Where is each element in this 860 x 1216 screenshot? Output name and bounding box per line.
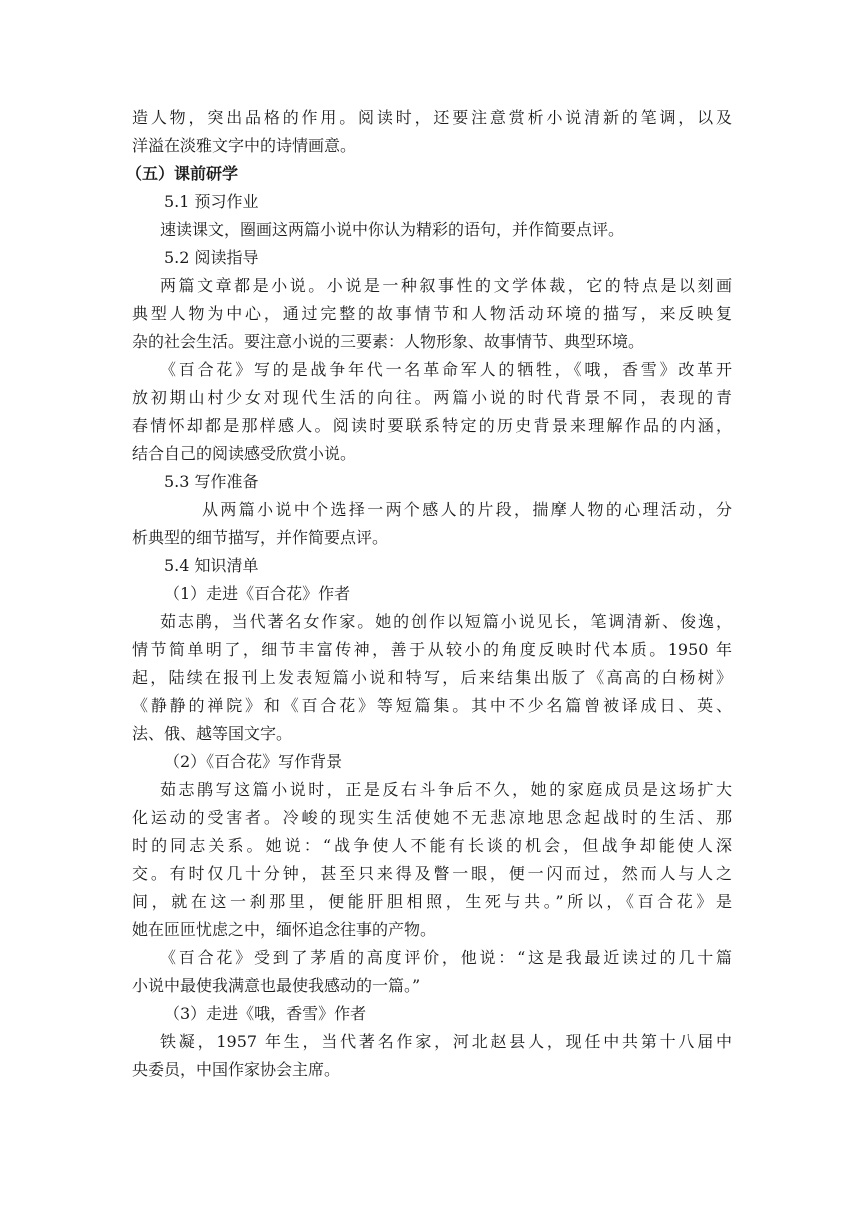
paragraph-line: 间，就在这一刹那里，便能肝胆相照，生死与共。”所以，《百合花》是: [132, 892, 732, 911]
paragraph-line: 春情怀却都是那样感人。阅读时要联系特定的历史背景来理解作品的内涵，: [132, 416, 732, 435]
paragraph-line: 《静静的禅院》和《百合花》等短篇集。其中不少名篇曾被译成日、英、: [132, 696, 732, 715]
paragraph-line: 茹志鹃，当代著名女作家。她的创作以短篇小说见长，笔调清新、俊逸，: [160, 612, 732, 631]
paragraph-line: 结合自己的阅读感受欣赏小说。: [132, 444, 357, 463]
paragraph-line: 《百合花》写的是战争年代一名革命军人的牺牲，《哦，香雪》改革开: [160, 360, 732, 379]
knowledge-item-heading: （1）走进《百合花》作者: [164, 584, 351, 603]
knowledge-item-heading: （2）《百合花》写作背景: [164, 752, 343, 771]
paragraph-line: 化运动的受害者。冷峻的现实生活使她不无悲凉地思念起战时的生活、那: [132, 808, 732, 827]
paragraph-line: 从两篇小说中个选择一两个感人的片段，揣摩人物的心理活动，分: [202, 500, 732, 519]
paragraph-line: 茹志鹃写这篇小说时，正是反右斗争后不久，她的家庭成员是这场扩大: [160, 780, 732, 799]
section-heading: （五）课前研学: [126, 164, 239, 183]
paragraph-line: 《百合花》受到了茅盾的高度评价，他说：“这是我最近读过的几十篇: [160, 948, 732, 967]
paragraph-line: 放初期山村少女对现代生活的向往。两篇小说的时代背景不同，表现的青: [132, 388, 732, 407]
paragraph-line: 法、俄、越等国文字。: [132, 724, 293, 743]
paragraph-line: 央委员，中国作家协会主席。: [132, 1060, 341, 1079]
knowledge-item-heading: （3）走进《哦，香雪》作者: [164, 1004, 367, 1023]
subsection-heading: 5.3 写作准备: [164, 472, 259, 491]
paragraph-line: 洋溢在淡雅文字中的诗情画意。: [132, 136, 357, 155]
paragraph-line: 铁凝，1957 年生，当代著名作家，河北赵县人，现任中共第十八届中: [160, 1032, 732, 1051]
paragraph-line: 时的同志关系。她说：“战争使人不能有长谈的机会，但战争却能使人深: [132, 836, 732, 855]
paragraph-line: 析典型的细节描写，并作简要点评。: [132, 528, 389, 547]
subsection-heading: 5.2 阅读指导: [164, 248, 259, 267]
paragraph-line: 造人物，突出品格的作用。阅读时，还要注意赏析小说清新的笔调，以及: [132, 108, 732, 127]
subsection-heading: 5.4 知识清单: [164, 556, 259, 575]
paragraph-line: 两篇文章都是小说。小说是一种叙事性的文学体裁，它的特点是以刻画: [160, 276, 732, 295]
paragraph-line: 情节简单明了，细节丰富传神，善于从较小的角度反映时代本质。1950 年: [132, 640, 732, 659]
paragraph-line: 小说中最使我满意也最使我感动的一篇。”: [132, 976, 421, 995]
paragraph-line: 起，陆续在报刊上发表短篇小说和特写，后来结集出版了《高高的白杨树》: [132, 668, 732, 687]
subsection-heading: 5.1 预习作业: [164, 192, 259, 211]
paragraph-line: 她在匝匝忧虑之中，缅怀追念往事的产物。: [132, 920, 437, 939]
paragraph-line: 杂的社会生活。要注意小说的三要素：人物形象、故事情节、典型环境。: [132, 332, 645, 351]
paragraph-line: 典型人物为中心，通过完整的故事情节和人物活动环境的描写，来反映复: [132, 304, 732, 323]
paragraph-line: 速读课文，圈画这两篇小说中你认为精彩的语句，并作简要点评。: [160, 220, 625, 239]
paragraph-line: 交。有时仅几十分钟，甚至只来得及瞥一眼，便一闪而过，然而人与人之: [132, 864, 732, 883]
